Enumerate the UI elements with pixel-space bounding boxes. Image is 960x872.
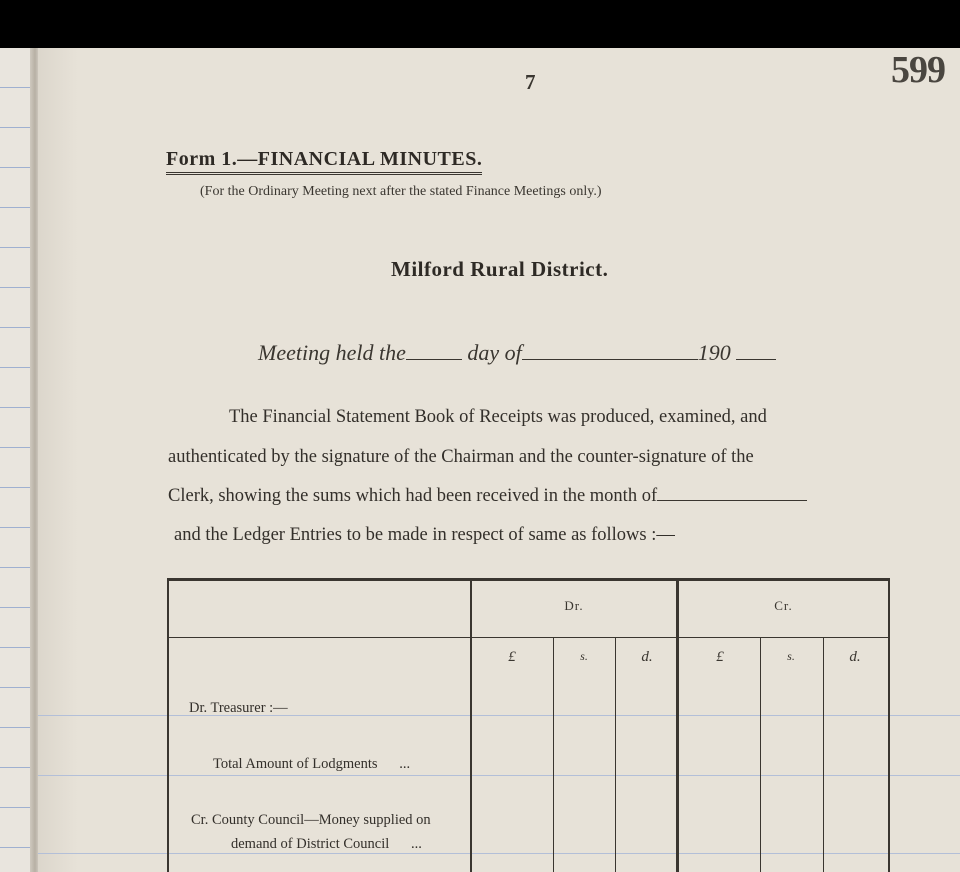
day-blank[interactable]	[406, 358, 462, 360]
column-rule	[823, 638, 824, 872]
row-dr-treasurer: Dr. Treasurer :—	[189, 700, 288, 716]
statement-line: The Financial Statement Book of Receipts was produced, examined, and	[229, 407, 767, 427]
year-prefix: 190	[697, 340, 731, 365]
table-left-rule	[167, 578, 169, 872]
column-rule	[615, 638, 616, 872]
form-subtitle: (For the Ordinary Meeting next after the stated Finance Meetings only.)	[200, 184, 602, 199]
page-number: 7	[525, 70, 536, 94]
unit-pounds-cr: £	[716, 649, 724, 665]
statement-line	[168, 486, 807, 507]
unit-pence-cr: d.	[849, 649, 861, 665]
row-demand-council: demand of District Council ...	[231, 836, 422, 852]
meeting-line	[258, 340, 776, 366]
cr-header: Cr.	[774, 598, 793, 613]
table-right-rule	[888, 578, 890, 872]
dr-header: Dr.	[564, 598, 584, 613]
unit-shillings-cr: s.	[787, 649, 795, 663]
header-rule	[167, 637, 890, 638]
meeting-held-label: Meeting held the	[258, 340, 406, 365]
statement-line: and the Ledger Entries to be made in respect of same as follows :—	[174, 525, 675, 545]
unit-shillings-dr: s.	[580, 649, 588, 663]
unit-pounds-dr: £	[508, 649, 516, 665]
day-of-label: day of	[467, 340, 522, 365]
year-blank[interactable]	[736, 358, 776, 360]
folio-number: 599	[891, 49, 945, 91]
unit-pence-dr: d.	[641, 649, 653, 665]
form-title: Form 1.—FINANCIAL MINUTES.	[166, 147, 482, 175]
dr-left-rule	[470, 578, 472, 872]
column-rule	[760, 638, 761, 872]
cr-left-rule	[676, 578, 679, 872]
column-rule	[553, 638, 554, 872]
row-total-lodgments: Total Amount of Lodgments ...	[213, 756, 411, 772]
district-name: Milford Rural District.	[391, 257, 609, 281]
row-county-council: Cr. County Council—Money supplied on	[191, 812, 431, 828]
top-black-band	[0, 0, 960, 48]
statement-line-text: Clerk, showing the sums which had been received in the month of	[168, 486, 658, 506]
statement-line: authenticated by the signature of the Chairman and the counter-signature of the	[168, 447, 754, 467]
ledger-table	[167, 578, 890, 872]
month-blank[interactable]	[522, 358, 698, 360]
ledger-page	[38, 48, 960, 872]
table-top-rule	[167, 578, 890, 581]
month-received-blank[interactable]	[657, 499, 807, 501]
